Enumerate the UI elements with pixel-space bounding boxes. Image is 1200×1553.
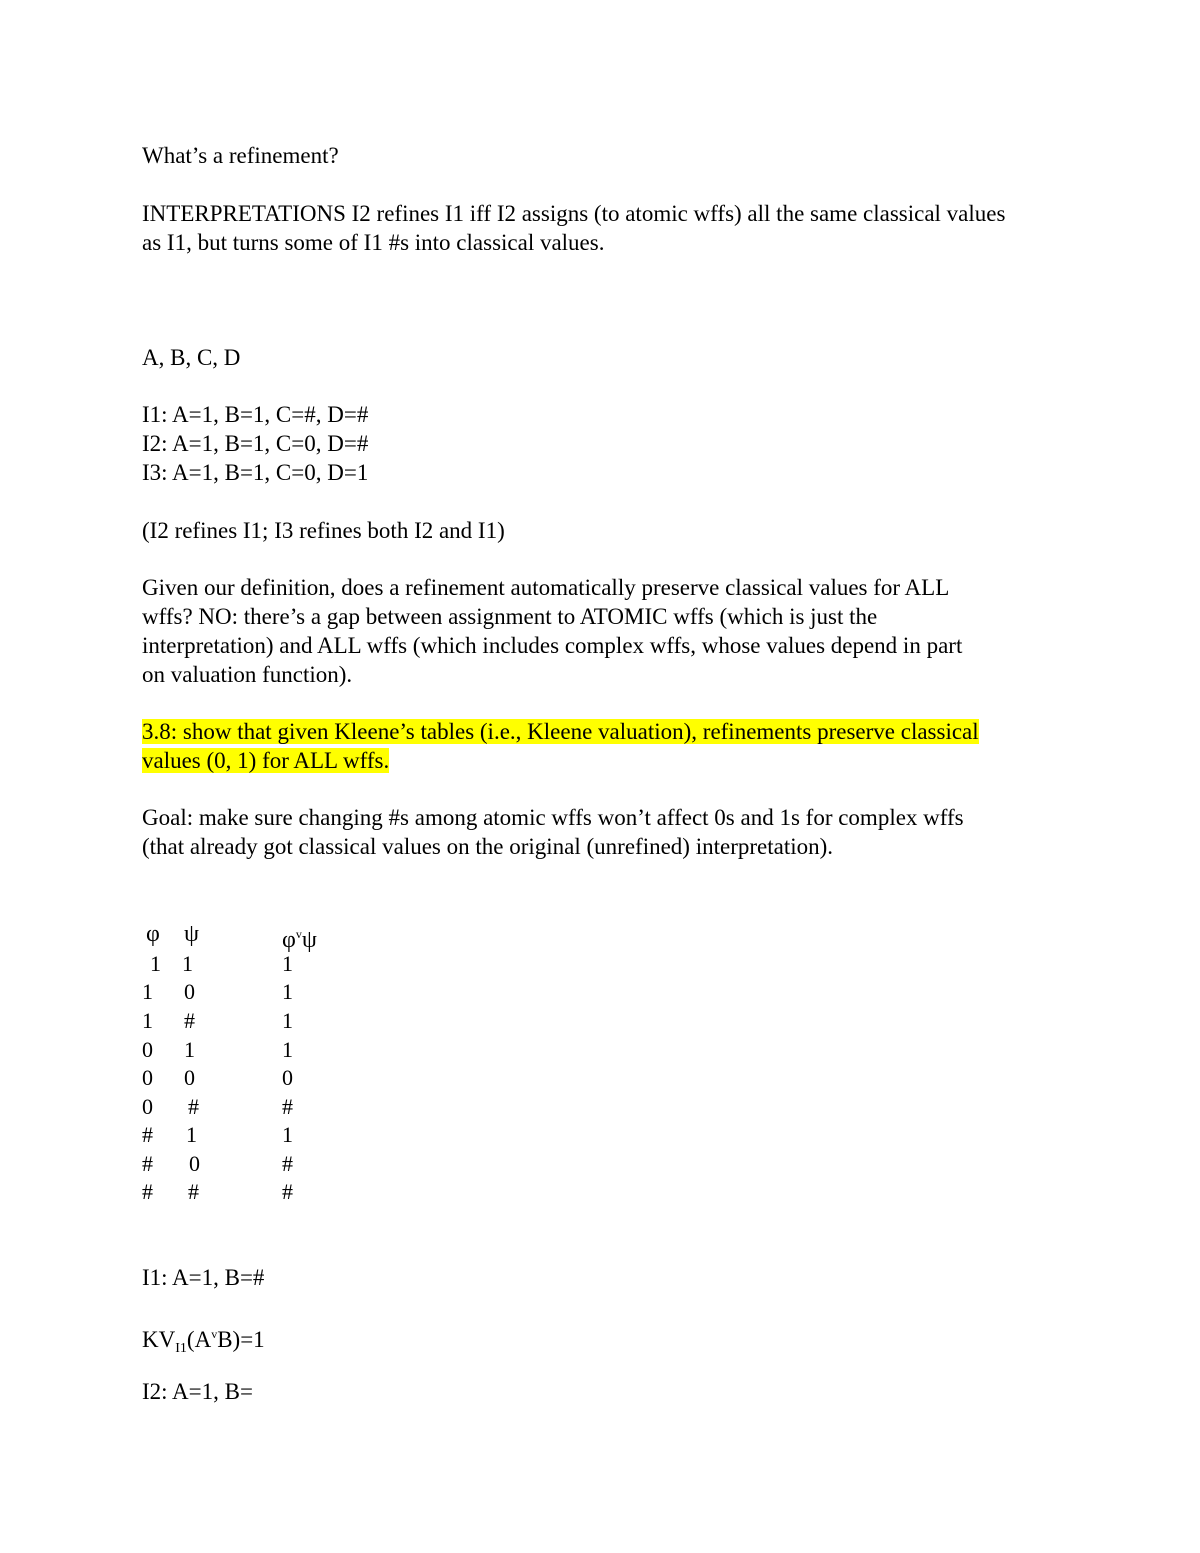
cell-result: 0: [282, 1065, 293, 1090]
header-phi: φ: [146, 921, 160, 947]
example-i2: I2: A=1, B=: [142, 1379, 253, 1404]
question-line-2: wffs? NO: there’s a gap between assignment to ATOMIC wffs (which is just the: [142, 604, 878, 629]
interpretation-i3: I3: A=1, B=1, C=0, D=1: [142, 460, 369, 485]
cell-phi: 1: [142, 979, 153, 1004]
cell-phi: #: [142, 1122, 153, 1147]
cell-result: #: [282, 1151, 293, 1176]
cell-phi: 0: [142, 1065, 153, 1090]
cell-result: 1: [282, 1008, 293, 1033]
cell-result: 1: [282, 951, 293, 976]
atoms-list: A, B, C, D: [142, 345, 241, 370]
or-symbol: v: [295, 927, 302, 941]
kv-or-symbol: v: [211, 1327, 218, 1341]
interpretation-i1: I1: A=1, B=1, C=#, D=#: [142, 402, 369, 427]
example-i1: I1: A=1, B=#: [142, 1265, 265, 1290]
kv-subscript: I1: [175, 1341, 187, 1356]
header-disjunction: [282, 921, 317, 953]
cell-phi: 1: [150, 951, 161, 976]
cell-psi: 0: [184, 1065, 195, 1090]
question-line-3: interpretation) and ALL wffs (which includes complex wffs, whose values depend in part: [142, 633, 963, 658]
header-disj-phi: φ: [282, 927, 296, 953]
interpretation-i2: I2: A=1, B=1, C=0, D=#: [142, 431, 369, 456]
cell-psi: 0: [189, 1151, 200, 1176]
cell-result: #: [282, 1179, 293, 1204]
cell-psi: 1: [184, 1037, 195, 1062]
header-psi: ψ: [184, 921, 200, 947]
header-disj-psi: ψ: [301, 927, 317, 953]
kv-suffix: B)=1: [217, 1327, 265, 1352]
exercise-line-1: [142, 717, 1057, 747]
cell-psi: #: [184, 1008, 195, 1033]
cell-psi: #: [188, 1179, 199, 1204]
refines-note: (I2 refines I1; I3 refines both I2 and I1): [142, 518, 505, 543]
exercise-line-2: [142, 746, 1057, 776]
question-line-4: on valuation function).: [142, 662, 353, 687]
example-kv: [142, 1320, 1057, 1364]
exercise-highlight-1: 3.8: show that given Kleene’s tables (i.e., Kleene valuation), refinements preserve classical: [142, 719, 979, 744]
kv-mid: (A: [186, 1327, 212, 1352]
definition-line-2: as I1, but turns some of I1 #s into classical values.: [142, 230, 605, 255]
cell-psi: 0: [184, 979, 195, 1004]
exercise-highlight-2: values (0, 1) for ALL wffs.: [142, 748, 390, 773]
definition-line-1: INTERPRETATIONS I2 refines I1 iff I2 assigns (to atomic wffs) all the same classical values: [142, 201, 1006, 226]
goal-line-1: Goal: make sure changing #s among atomic wffs won’t affect 0s and 1s for complex wffs: [142, 805, 964, 830]
goal-line-2: (that already got classical values on the original (unrefined) interpretation).: [142, 834, 834, 859]
cell-phi: 1: [142, 1008, 153, 1033]
cell-result: #: [282, 1094, 293, 1119]
cell-phi: #: [142, 1151, 153, 1176]
cell-phi: #: [142, 1179, 153, 1204]
cell-psi: 1: [186, 1122, 197, 1147]
question-line-1: Given our definition, does a refinement automatically preserve classical values for ALL: [142, 575, 950, 600]
cell-psi: 1: [182, 951, 193, 976]
cell-phi: 0: [142, 1037, 153, 1062]
cell-result: 1: [282, 1122, 293, 1147]
kv-prefix: KV: [142, 1327, 176, 1352]
cell-phi: 0: [142, 1094, 153, 1119]
heading: What’s a refinement?: [142, 143, 339, 168]
cell-psi: #: [188, 1094, 199, 1119]
cell-result: 1: [282, 1037, 293, 1062]
cell-result: 1: [282, 979, 293, 1004]
